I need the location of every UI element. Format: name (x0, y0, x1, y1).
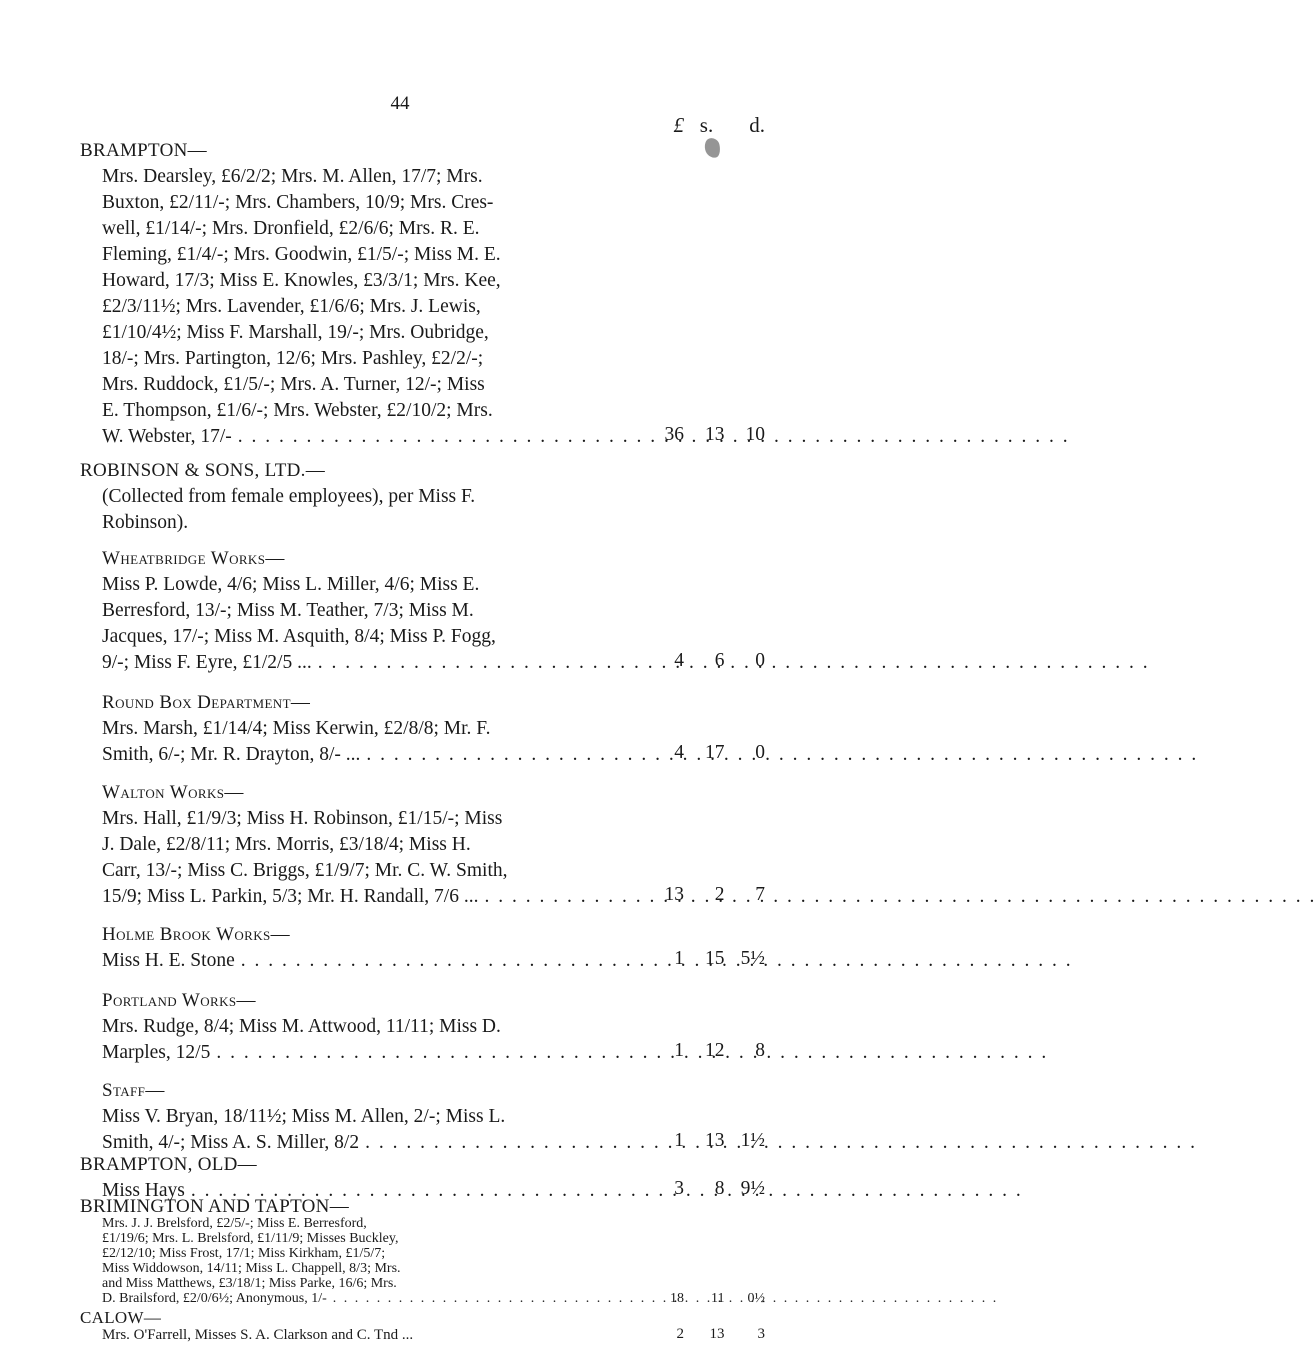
amount-staff (650, 1130, 765, 1152)
amount-pence: 0½ (747, 1291, 765, 1306)
dot-leader (478, 884, 1316, 910)
entry-line: Mrs. J. J. Brelsford, £2/5/-; Miss E. Berresford, (102, 1216, 367, 1231)
amount-pence: 3 (757, 1326, 765, 1342)
sub-heading-wheatbridge: Wheatbridge Works— (102, 548, 285, 569)
amount-shillings: 17 (705, 742, 725, 763)
entry-line: £2/12/10; Miss Frost, 17/1; Miss Kirkham, £1/5/7; (102, 1246, 386, 1261)
pounds-column-header: £ (673, 113, 684, 137)
amount-pounds: 4 (674, 650, 684, 671)
amount-shillings: 2 (714, 884, 725, 905)
amount-pounds: 13 (664, 884, 684, 905)
entry-line: Howard, 17/3; Miss E. Knowles, £3/3/1; Mrs. Kee, (102, 270, 501, 291)
entry-line: Robinson). (102, 512, 189, 533)
amount-pounds: 2 (676, 1326, 684, 1342)
section-heading-brimington: BRIMINGTON AND TAPTON— (80, 1196, 349, 1217)
amount-pence: 0 (755, 742, 765, 763)
entry-line: Jacques, 17/-; Miss M. Asquith, 8/4; Miss P. Fogg, (102, 626, 496, 647)
amount-holme-brook (650, 948, 765, 970)
sub-heading-portland: Portland Works— (102, 990, 256, 1011)
entry-line: well, £1/14/-; Mrs. Dronfield, £2/6/6; Mrs. R. E. (102, 218, 480, 239)
amount-pence: 9½ (740, 1178, 765, 1199)
sub-heading-round-box: Round Box Department— (102, 692, 311, 713)
amount-pence: 0 (755, 650, 765, 671)
entry-line: Miss Hays (102, 1180, 185, 1201)
entry-line: Miss P. Lowde, 4/6; Miss L. Miller, 4/6; Miss E. (102, 574, 480, 595)
entry-line: Buxton, £2/11/-; Mrs. Chambers, 10/9; Mrs. Cres- (102, 192, 494, 213)
sub-heading-walton: Walton Works— (102, 782, 244, 803)
currency-header (650, 113, 765, 138)
shillings-column-header: s. (699, 113, 714, 137)
ink-blot-icon (703, 137, 722, 160)
dot-leader (210, 1040, 1048, 1066)
amount-pence: 7 (755, 884, 765, 905)
entry-line: 15/9; Miss L. Parkin, 5/3; Mr. H. Randall, 7/6 ... (102, 886, 479, 907)
amount-portland (650, 1040, 765, 1062)
section-heading-brampton: BRAMPTON— (80, 140, 207, 161)
entry-robinson (102, 484, 757, 536)
amount-brimington (650, 1291, 765, 1307)
amount-shillings: 15 (705, 948, 725, 969)
amount-brampton-old (650, 1178, 765, 1200)
amount-brampton (650, 424, 765, 446)
entry-line: Miss H. E. Stone (102, 950, 235, 971)
amount-pounds: 1 (674, 948, 684, 969)
entry-line: Berresford, 13/-; Miss M. Teather, 7/3; Miss M. (102, 600, 474, 621)
section-heading-brampton-old: BRAMPTON, OLD— (80, 1154, 257, 1175)
entry-line: W. Webster, 17/- (102, 426, 232, 447)
entry-line: Smith, 6/-; Mr. R. Drayton, 8/- ... (102, 744, 361, 765)
amount-pence: 8 (755, 1040, 765, 1061)
entry-line: and Miss Matthews, £3/18/1; Miss Parke, 16/6; Mrs. (102, 1276, 397, 1291)
amount-pounds: 18 (670, 1291, 684, 1306)
entry-line: 18/-; Mrs. Partington, 12/6; Mrs. Pashley, £2/2/-; (102, 348, 484, 369)
entry-line: Mrs. O'Farrell, Misses S. A. Clarkson and C. Tnd ... (102, 1327, 414, 1343)
entry-line: Carr, 13/-; Miss C. Briggs, £1/9/7; Mr. C. W. Smith, (102, 860, 508, 881)
amount-shillings: 8 (714, 1178, 725, 1199)
entry-line: £1/10/4½; Miss F. Marshall, 19/-; Mrs. Oubridge, (102, 322, 489, 343)
entry-line: Marples, 12/5 (102, 1042, 211, 1063)
dot-leader (359, 1130, 1197, 1156)
pence-column-header: d. (749, 113, 765, 137)
amount-wheatbridge (650, 650, 765, 672)
section-heading-calow: CALOW— (80, 1308, 162, 1327)
entry-line: Mrs. Dearsley, £6/2/2; Mrs. M. Allen, 17/7; Mrs. (102, 166, 483, 187)
entry-line: Mrs. Ruddock, £1/5/-; Mrs. A. Turner, 12/-; Miss (102, 374, 485, 395)
amount-pence: 1½ (740, 1130, 765, 1151)
dot-leader (360, 742, 1198, 768)
entry-line: Mrs. Hall, £1/9/3; Miss H. Robinson, £1/15/-; Miss (102, 808, 503, 829)
entry-line: Mrs. Rudge, 8/4; Miss M. Attwood, 11/11; Miss D. (102, 1016, 501, 1037)
entry-line: Miss Widdowson, 14/11; Miss L. Chappell, 8/3; Mrs. (102, 1261, 401, 1276)
amount-round-box (650, 742, 765, 764)
amount-shillings: 13 (709, 1326, 725, 1342)
amount-shillings: 12 (705, 1040, 725, 1061)
amount-pounds: 3 (674, 1178, 684, 1199)
amount-shillings: 13 (705, 424, 725, 445)
section-heading-robinson: ROBINSON & SONS, LTD.— (80, 460, 326, 481)
page-number: 44 (390, 93, 410, 114)
amount-pence: 10 (745, 424, 765, 445)
amount-pounds: 36 (664, 424, 684, 445)
amount-pounds: 1 (674, 1040, 684, 1061)
amount-pounds: 4 (674, 742, 684, 763)
entry-line: Miss V. Bryan, 18/11½; Miss M. Allen, 2/-; Miss L. (102, 1106, 506, 1127)
amount-walton (650, 884, 765, 906)
sub-heading-staff: Staff— (102, 1080, 165, 1101)
entry-brampton (102, 164, 757, 450)
entry-line: £2/3/11½; Mrs. Lavender, £1/6/6; Mrs. J. Lewis, (102, 296, 481, 317)
amount-shillings: 13 (705, 1130, 725, 1151)
entry-line: (Collected from female employees), per Miss F. (102, 486, 476, 507)
entry-line: D. Brailsford, £2/0/6½; Anonymous, 1/- (102, 1291, 327, 1306)
entry-line: Smith, 4/-; Miss A. S. Miller, 8/2 (102, 1132, 360, 1153)
amount-shillings: 11 (711, 1291, 725, 1306)
entry-line: £1/19/6; Mrs. L. Brelsford, £1/11/9; Misses Buckley, (102, 1231, 399, 1246)
amount-pence: 5½ (740, 948, 765, 969)
entry-line: E. Thompson, £1/6/-; Mrs. Webster, £2/10/2; Mrs. (102, 400, 493, 421)
amount-shillings: 6 (714, 650, 725, 671)
amount-calow (650, 1326, 765, 1343)
entry-line: 9/-; Miss F. Eyre, £1/2/5 ... (102, 652, 312, 673)
entry-line: Mrs. Marsh, £1/14/4; Miss Kerwin, £2/8/8; Mr. F. (102, 718, 491, 739)
sub-heading-holme-brook: Holme Brook Works— (102, 924, 291, 945)
entry-line: Fleming, £1/4/-; Mrs. Goodwin, £1/5/-; Miss M. E. (102, 244, 501, 265)
amount-pounds: 1 (674, 1130, 684, 1151)
entry-line: J. Dale, £2/8/11; Mrs. Morris, £3/18/4; Miss H. (102, 834, 471, 855)
